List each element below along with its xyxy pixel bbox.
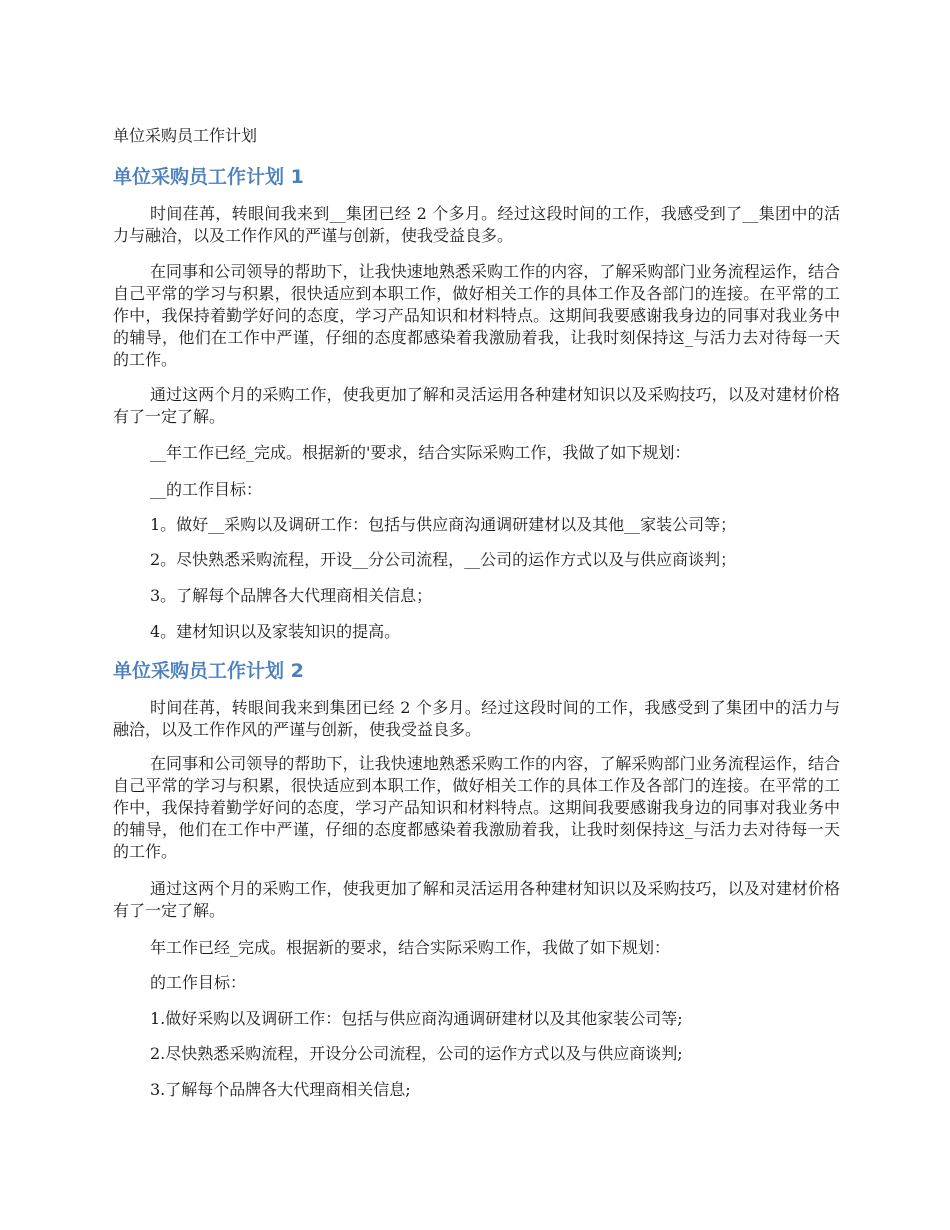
section-1-goal-item-2: 2。尽快熟悉采购流程，开设__分公司流程，__公司的运作方式以及与供应商谈判；	[150, 550, 737, 569]
section-2-paragraph-2: 在同事和公司领导的帮助下，让我快速地熟悉采购工作的内容，了解采购部门业务流程运作，结合自己平常的学习与积累，很快适应到本职工作，做好相关工作的具体工作及各部门的连接。在平常的工作中，我保持着勤学好问的态度，学习产品知识和材料特点。这期间我要感谢我身边的同事对我业务中的辅导，他们在工作中严谨，仔细的态度都感染着我激励着我，让我时刻保持这_与活力去对待每一天的工作。	[113, 754, 840, 861]
section-2-goal-item-3: 3.了解每个品牌各大代理商相关信息;	[150, 1080, 411, 1099]
section-1-goals-label: __的工作目标：	[150, 480, 263, 499]
section-1-plan-intro: __年工作已经_完成。根据新的'要求，结合实际采购工作，我做了如下规划：	[150, 443, 691, 462]
section-heading-1: 单位采购员工作计划 1	[113, 166, 304, 188]
section-1-goal-item-4: 4。建材知识以及家装知识的提高。	[150, 622, 401, 641]
section-1-goal-item-3: 3。了解每个品牌各大代理商相关信息；	[150, 586, 433, 605]
section-1-goal-item-1: 1。做好__采购以及调研工作：包括与供应商沟通调研建材以及其他__家装公司等；	[150, 515, 737, 534]
section-2-paragraph-3: 通过这两个月的采购工作，使我更加了解和灵活运用各种建材知识以及采购技巧，以及对建材价格有了一定了解。	[113, 879, 840, 920]
section-2-paragraph-1: 时间荏苒，转眼间我来到集团已经 2 个多月。经过这段时间的工作，我感受到了集团中的活力与融洽，以及工作作风的严谨与创新，使我受益良多。	[113, 698, 840, 739]
section-heading-2: 单位采购员工作计划 2	[113, 660, 304, 682]
section-1-paragraph-2: 在同事和公司领导的帮助下，让我快速地熟悉采购工作的内容，了解采购部门业务流程运作，结合自己平常的学习与积累，很快适应到本职工作，做好相关工作的具体工作及各部门的连接。在平常的工作中，我保持着勤学好问的态度，学习产品知识和材料特点。这期间我要感谢我身边的同事对我业务中的辅导，他们在工作中严谨，仔细的态度都感染着我激励着我，让我时刻保持这_与活力去对待每一天的工作。	[113, 262, 840, 369]
section-2-goal-item-2: 2.尽快熟悉采购流程，开设分公司流程，公司的运作方式以及与供应商谈判;	[150, 1044, 683, 1063]
section-1-paragraph-3: 通过这两个月的采购工作，使我更加了解和灵活运用各种建材知识以及采购技巧，以及对建材价格有了一定了解。	[113, 385, 840, 426]
section-1-paragraph-1: 时间荏苒，转眼间我来到__集团已经 2 个多月。经过这段时间的工作，我感受到了__集团中的活力与融洽，以及工作作风的严谨与创新，使我受益良多。	[113, 204, 840, 245]
section-2-plan-intro: 年工作已经_完成。根据新的要求，结合实际采购工作，我做了如下规划：	[150, 938, 671, 957]
section-2-goals-label: 的工作目标：	[150, 973, 247, 992]
document-title: 单位采购员工作计划	[113, 126, 258, 145]
section-2-goal-item-1: 1.做好采购以及调研工作：包括与供应商沟通调研建材以及其他家装公司等;	[150, 1009, 683, 1028]
